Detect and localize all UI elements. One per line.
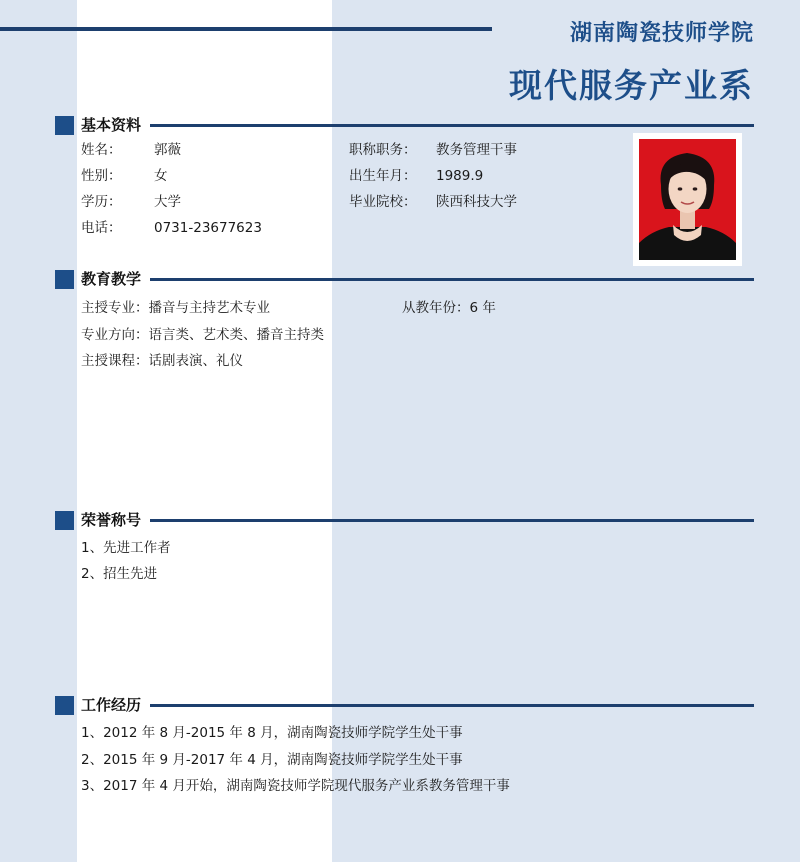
school-value: 陕西科技大学 bbox=[436, 194, 517, 210]
education-label: 学历： bbox=[81, 194, 122, 210]
education-value: 大学 bbox=[154, 194, 181, 210]
name-value: 郭薇 bbox=[154, 142, 181, 158]
department-name: 现代服务产业系 bbox=[509, 66, 754, 105]
gender-value: 女 bbox=[154, 168, 168, 184]
section-divider bbox=[150, 278, 754, 281]
honor-item: 2、招生先进 bbox=[81, 566, 158, 582]
phone-value: 0731-23677623 bbox=[154, 220, 262, 236]
profile-photo-frame bbox=[633, 133, 742, 266]
teaching-years-line: 从教年份：6 年 bbox=[402, 300, 496, 316]
section-marker bbox=[55, 696, 74, 715]
section-title-basic: 基本资料 bbox=[81, 116, 142, 134]
school-label: 毕业院校： bbox=[349, 194, 417, 210]
phone-label: 电话： bbox=[81, 220, 122, 236]
section-divider bbox=[150, 704, 754, 707]
birth-value: 1989.9 bbox=[436, 168, 484, 184]
section-marker bbox=[55, 270, 74, 289]
name-label: 姓名： bbox=[81, 142, 122, 158]
profile-photo bbox=[639, 139, 736, 260]
position-value: 教务管理干事 bbox=[436, 142, 517, 158]
gender-label: 性别： bbox=[81, 168, 122, 184]
school-name: 湖南陶瓷技师学院 bbox=[569, 21, 754, 46]
birth-label: 出生年月： bbox=[349, 168, 417, 184]
section-marker bbox=[55, 116, 74, 135]
position-label: 职称职务： bbox=[349, 142, 417, 158]
courses-line: 主授课程：话剧表演、礼仪 bbox=[81, 353, 243, 369]
section-divider bbox=[150, 519, 754, 522]
section-marker bbox=[55, 511, 74, 530]
major-line: 主授专业：播音与主持艺术专业 bbox=[81, 300, 270, 316]
section-title-teaching: 教育教学 bbox=[81, 270, 142, 288]
work-item: 1、2012 年 8 月-2015 年 8 月，湖南陶瓷技师学院学生处干事 bbox=[81, 725, 463, 741]
section-title-honors: 荣誉称号 bbox=[81, 511, 142, 529]
header-rule bbox=[0, 27, 492, 31]
honor-item: 1、先进工作者 bbox=[81, 540, 171, 556]
section-title-work: 工作经历 bbox=[81, 696, 142, 714]
work-item: 2、2015 年 9 月-2017 年 4 月，湖南陶瓷技师学院学生处干事 bbox=[81, 752, 463, 768]
section-divider bbox=[150, 124, 754, 127]
work-item: 3、2017 年 4 月开始，湖南陶瓷技师学院现代服务产业系教务管理干事 bbox=[81, 778, 510, 794]
direction-line: 专业方向：语言类、艺术类、播音主持类 bbox=[81, 327, 324, 343]
